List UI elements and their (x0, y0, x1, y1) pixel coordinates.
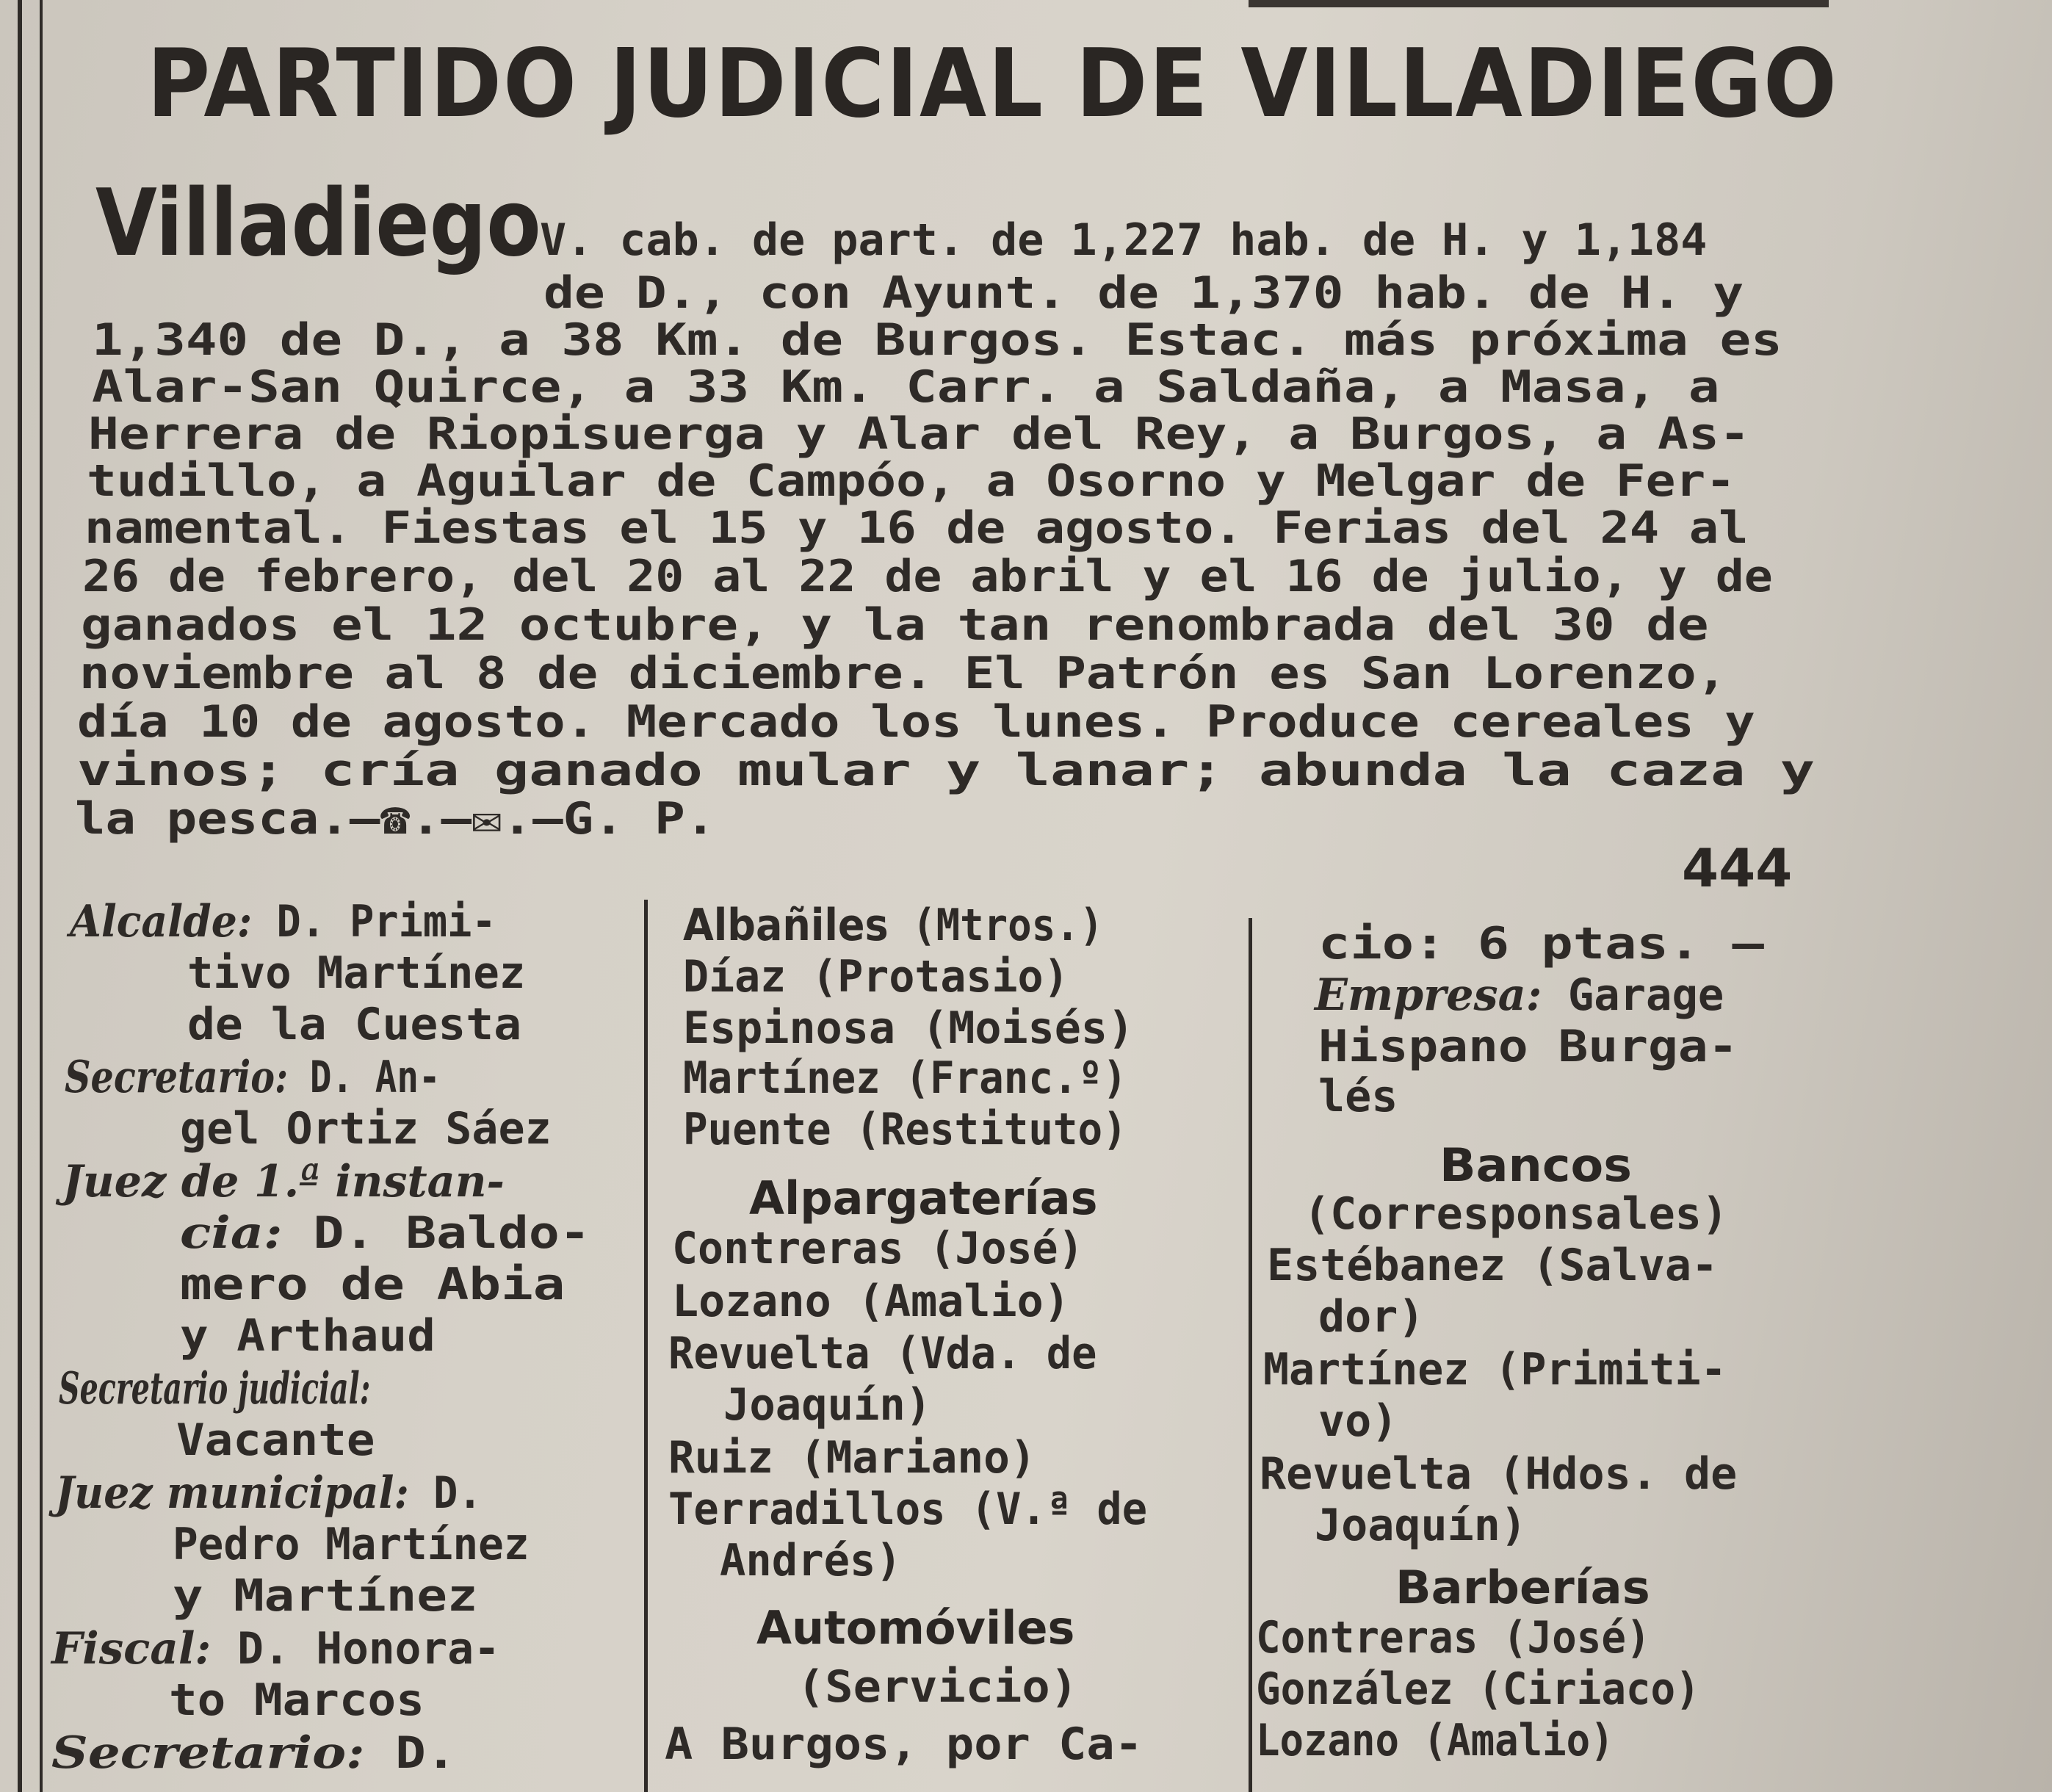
automoviles-subheading: (Servicio) (797, 1661, 1078, 1713)
authority-line: de la Cuesta (187, 999, 522, 1050)
town-name: Villadiego (95, 169, 541, 277)
town-desc-line: V. cab. de part. de 1,227 hab. de H. y 1,184 (540, 214, 1708, 266)
town-desc-line: de D., con Ayunt. de 1,370 hab. de H. y (543, 267, 1744, 319)
authority-line: mero de Abia (180, 1259, 566, 1310)
authority-line: gel Ortiz Sáez (180, 1103, 552, 1155)
albanil-entry: Díaz (Protasio) (683, 951, 1069, 1002)
albanil-entry: Espinosa (Moisés) (683, 1002, 1135, 1054)
authority-line: Vacante (176, 1415, 375, 1466)
barberias-heading: Barberías (1395, 1561, 1650, 1614)
authority-line: y Arthaud (180, 1310, 436, 1362)
left-border-inner (40, 0, 43, 1792)
town-desc-line: día 10 de agosto. Mercado los lunes. Produce cereales y (77, 696, 1755, 748)
town-desc-line: Alar-San Quirce, a 33 Km. Carr. a Saldaña, a Masa, a (92, 361, 1720, 413)
authority-line: Juez municipal: D. (55, 1467, 483, 1519)
authority-line: Secretario judicial: (59, 1363, 371, 1415)
town-desc-line: Herrera de Riopisuerga y Alar del Rey, a Burgos, a As- (88, 408, 1750, 460)
banco-entry: Revuelta (Hdos. de (1260, 1448, 1738, 1500)
column-divider-1 (644, 900, 648, 1792)
alpargaterias-heading: Alpargaterías (749, 1171, 1098, 1225)
bancos-heading: Bancos (1439, 1138, 1632, 1192)
authority-line: Alcalde: D. Primi- (70, 896, 496, 947)
alpargateria-entry: Terradillos (V.ª de (668, 1484, 1148, 1535)
banco-entry: Estébanez (Salva- (1267, 1240, 1719, 1291)
alpargateria-entry: Revuelta (Vda. de (668, 1328, 1097, 1379)
empresa-line: Empresa: Garage (1315, 969, 1724, 1021)
alpargateria-entry: Contreras (José) (672, 1223, 1084, 1274)
authority-line: Juez de 1.ª instan- (62, 1156, 505, 1207)
barberia-entry: Contreras (José) (1256, 1612, 1651, 1663)
town-desc-line: la pesca.—☎.—✉.—G. P. (75, 793, 716, 845)
page-title: PARTIDO JUDICIAL DE VILLADIEGO (147, 29, 1838, 139)
albanil-entry: Puente (Restituto) (683, 1104, 1127, 1155)
col3-line: cio: 6 ptas. — (1318, 918, 1764, 969)
alpargateria-entry: Lozano (Amalio) (672, 1276, 1070, 1327)
authority-line: tivo Martínez (187, 947, 526, 999)
authority-line: Fiscal: D. Honora- (51, 1623, 500, 1674)
authority-line: y Martínez (173, 1570, 478, 1622)
banco-entry: vo) (1318, 1395, 1398, 1447)
authority-line: cia: D. Baldo- (180, 1207, 590, 1259)
automoviles-heading: Automóviles (756, 1601, 1075, 1655)
banco-entry: dor) (1318, 1291, 1425, 1343)
alpargateria-entry: Andrés) (720, 1535, 902, 1586)
authority-line: to Marcos (169, 1674, 425, 1726)
banco-entry: Joaquín) (1315, 1500, 1527, 1551)
alpargateria-entry: Ruiz (Mariano) (668, 1432, 1036, 1484)
authority-line: Secretario: D. (51, 1727, 457, 1779)
town-desc-line: vinos; cría ganado mular y lanar; abunda la caza y (77, 745, 1816, 796)
town-desc-line: namental. Fiestas el 15 y 16 de agosto. Ferias del 24 al (84, 502, 1749, 554)
top-rule (1249, 0, 1829, 7)
automoviles-line: A Burgos, por Ca- (665, 1719, 1143, 1770)
column-divider-2 (1249, 918, 1252, 1792)
left-border-outer (18, 0, 22, 1792)
town-desc-line: noviembre al 8 de diciembre. El Patrón es San Lorenzo, (79, 648, 1727, 699)
barberia-entry: Lozano (Amalio) (1256, 1715, 1614, 1766)
town-desc-line: 1,340 de D., a 38 Km. de Burgos. Estac. más próxima es (92, 314, 1782, 366)
alpargateria-entry: Joaquín) (723, 1379, 932, 1431)
col3-line: Hispano Burga- (1318, 1021, 1738, 1072)
town-desc-line: tudillo, a Aguilar de Campóo, a Osorno y Melgar de Fer- (87, 455, 1736, 507)
authority-line: Pedro Martínez (173, 1519, 530, 1570)
albanil-entry: Martínez (Franc.º) (683, 1052, 1127, 1104)
town-desc-line: ganados el 12 octubre, y la tan renombrada del 30 de (81, 599, 1709, 651)
barberia-entry: González (Ciriaco) (1256, 1663, 1700, 1715)
town-desc-line: 26 de febrero, del 20 al 22 de abril y el 16 de julio, y de (82, 551, 1773, 602)
bancos-subheading: (Corresponsales) (1304, 1188, 1728, 1240)
authority-line: Secretario: D. An- (65, 1052, 441, 1103)
reference-number: 444 (1682, 837, 1793, 899)
albaniles-heading-line: Albañiles (Mtros.) (683, 900, 1104, 951)
col3-line: lés (1318, 1071, 1398, 1122)
banco-entry: Martínez (Primiti- (1263, 1344, 1727, 1395)
